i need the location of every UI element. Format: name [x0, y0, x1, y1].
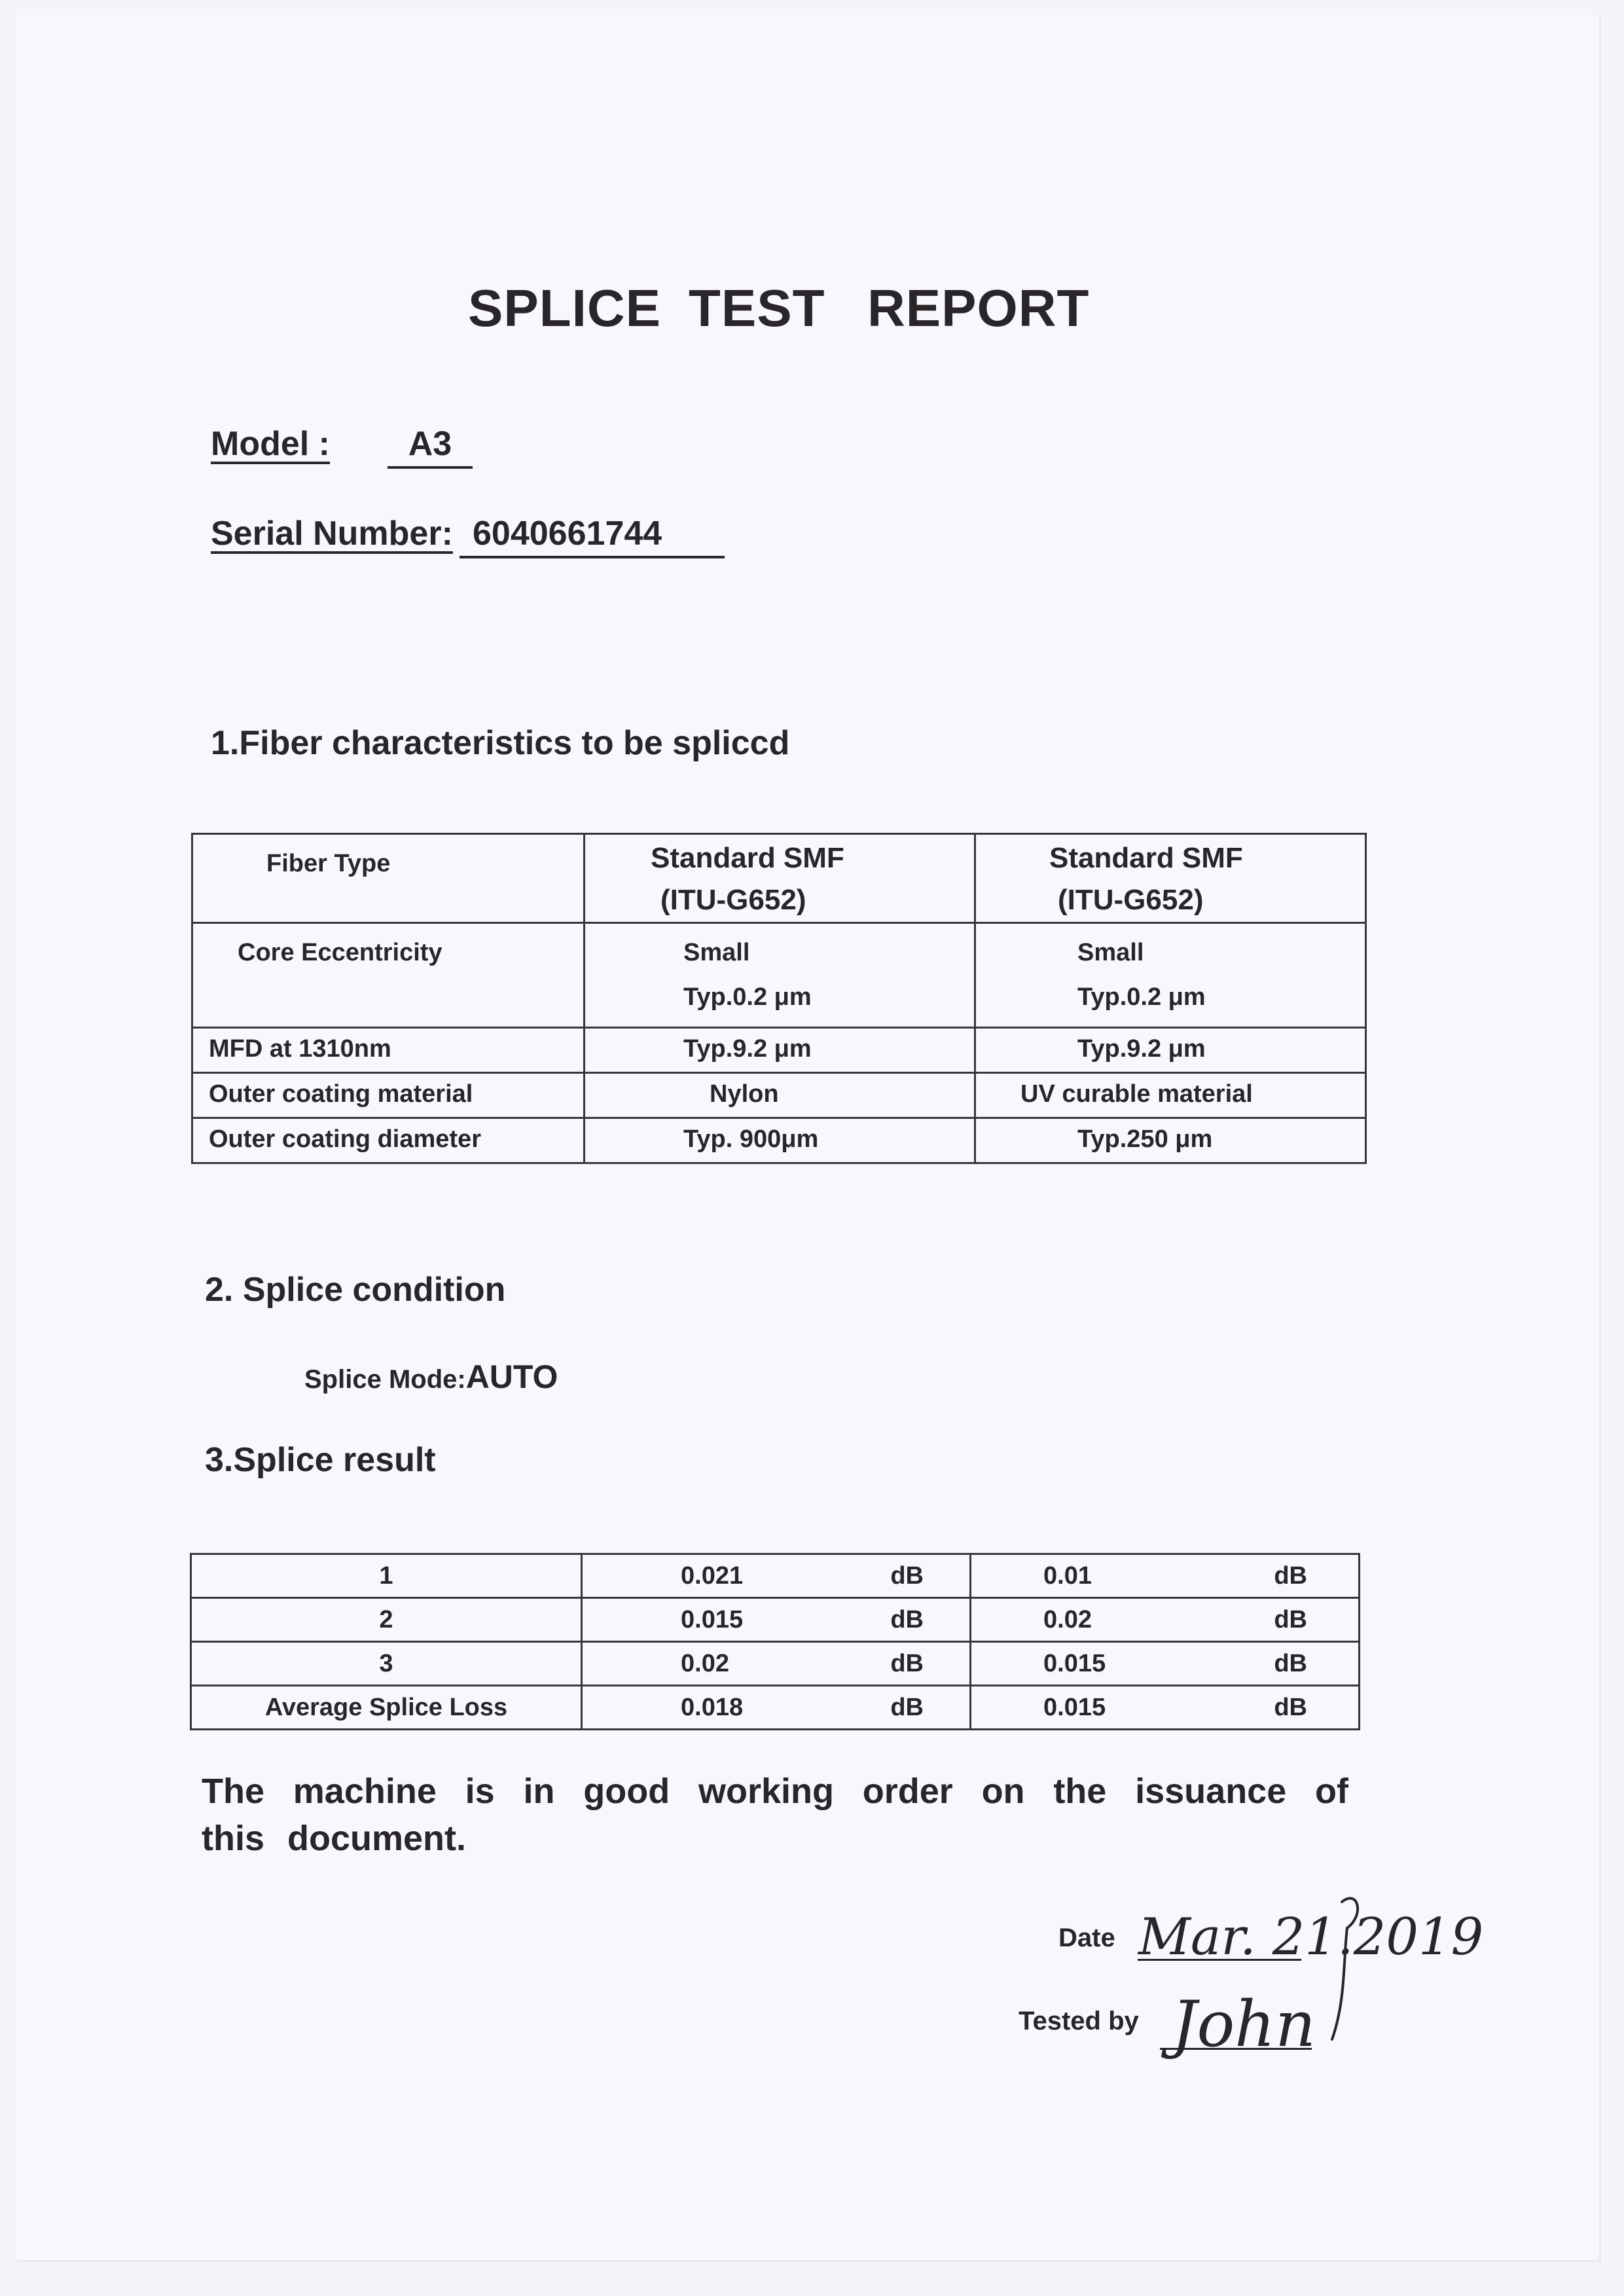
table-row — [192, 1028, 1366, 1073]
section3-heading: 3.Splice result — [205, 1441, 436, 1479]
fiber-a-loss: 0.02 — [582, 1642, 777, 1686]
signature-flourish — [1329, 1889, 1368, 2046]
row-label: 1 — [191, 1554, 582, 1598]
serial-label: Serial Number: — [211, 515, 453, 553]
fiber-b-cell: Small Typ.0.2 μm — [975, 923, 1366, 1028]
fiber-b-unit: dB — [1166, 1598, 1360, 1642]
splice-result-table — [190, 1553, 1360, 1730]
table-row — [191, 1554, 1360, 1598]
table-row — [191, 1686, 1360, 1730]
fiber-a-cell: Typ.9.2 μm — [585, 1028, 975, 1073]
fiber-a-loss: 0.015 — [582, 1598, 777, 1642]
fiber-b-cell: UV curable material — [975, 1073, 1366, 1118]
table-row — [192, 923, 1366, 1028]
date-label: Date — [1058, 1923, 1115, 1952]
table-row — [191, 1598, 1360, 1642]
row-label: Outer coating material — [192, 1073, 585, 1118]
splice-mode — [304, 1358, 558, 1396]
table-row — [192, 1073, 1366, 1118]
model-field — [211, 424, 452, 464]
splice-mode-value: AUTO — [465, 1358, 558, 1395]
fiber-b-cell: Typ.250 μm — [975, 1118, 1366, 1163]
fiber-b-unit: dB — [1166, 1686, 1360, 1730]
tested-by-label: Tested by — [1019, 2007, 1139, 2035]
fiber-characteristics-table — [191, 833, 1367, 1164]
table-row — [192, 1118, 1366, 1163]
fiber-b-cell: Typ.9.2 μm — [975, 1028, 1366, 1073]
row-label: 3 — [191, 1642, 582, 1686]
title-word-3: REPORT — [867, 279, 1090, 337]
fiber-b-loss: 0.02 — [971, 1598, 1166, 1642]
row-label: Outer coating diameter — [192, 1118, 585, 1163]
fiber-a-loss: 0.018 — [582, 1686, 777, 1730]
statement-text: The machine is in good working order on the issuance of this document. — [202, 1772, 1348, 1858]
table-row — [191, 1642, 1360, 1686]
serial-value: 6040661744 — [460, 514, 725, 558]
serial-field — [211, 514, 662, 553]
fiber-a-cell: Nylon — [585, 1073, 975, 1118]
section2-heading: 2. Splice condition — [205, 1271, 506, 1309]
row-label: Average Splice Loss — [191, 1686, 582, 1730]
row-label: MFD at 1310nm — [192, 1028, 585, 1073]
model-label: Model : — [211, 425, 330, 463]
splice-mode-label: Splice Mode: — [304, 1365, 466, 1394]
fiber-a-loss: 0.021 — [582, 1554, 777, 1598]
row-label: Core Eccentricity — [192, 923, 585, 1028]
title-word-2: TEST — [689, 279, 825, 337]
table-row — [192, 834, 1366, 923]
fiber-b-loss: 0.015 — [971, 1686, 1166, 1730]
fiber-a-unit: dB — [777, 1686, 971, 1730]
fiber-a-cell: Standard SMF (ITU-G652) — [585, 834, 975, 923]
fiber-b-loss: 0.015 — [971, 1642, 1166, 1686]
row-label: Fiber Type — [192, 834, 585, 923]
fiber-a-cell: Typ. 900μm — [585, 1118, 975, 1163]
fiber-a-unit: dB — [777, 1642, 971, 1686]
fiber-b-unit: dB — [1166, 1554, 1360, 1598]
fiber-b-unit: dB — [1166, 1642, 1360, 1686]
title-word-1: SPLICE — [468, 279, 661, 337]
fiber-b-loss: 0.01 — [971, 1554, 1166, 1598]
fiber-b-cell: Standard SMF (ITU-G652) — [975, 834, 1366, 923]
section1-heading: 1.Fiber characteristics to be spliccd — [211, 724, 790, 762]
row-label: 2 — [191, 1598, 582, 1642]
model-value: A3 — [388, 424, 473, 469]
fiber-a-unit: dB — [777, 1598, 971, 1642]
fiber-a-unit: dB — [777, 1554, 971, 1598]
fiber-a-cell: Small Typ.0.2 μm — [585, 923, 975, 1028]
svg-text:Mar. 21.2019: Mar. 21.2019 — [1138, 1908, 1484, 1967]
svg-text:John: John — [1172, 1988, 1316, 2061]
